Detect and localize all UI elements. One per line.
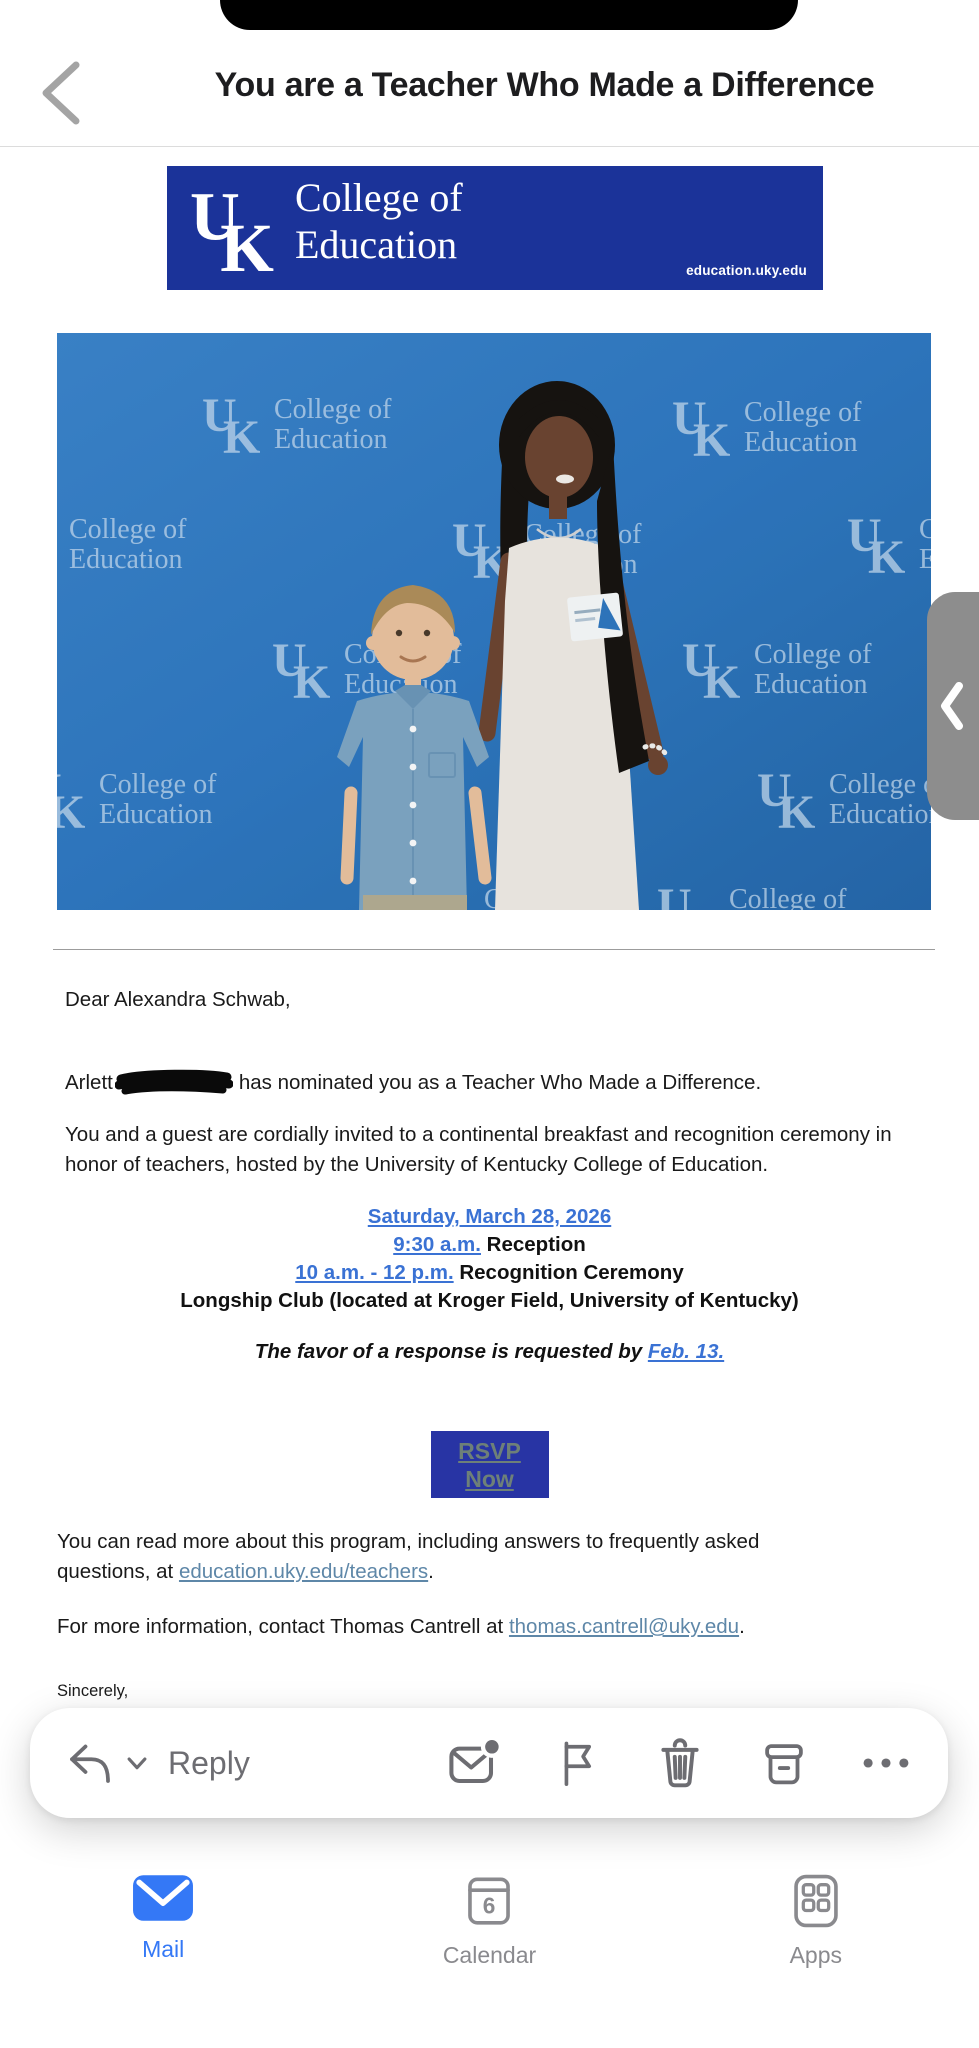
ellipsis-icon (860, 1752, 912, 1774)
rsvp-button-line1: RSVP (458, 1437, 521, 1464)
nomination-line (65, 1068, 761, 1098)
email-closing: Sincerely, (57, 1682, 129, 1700)
tab-calendar-label: Calendar (442, 1942, 537, 1968)
apps-tab-icon (787, 1872, 845, 1930)
archive-icon (757, 1736, 811, 1790)
side-drawer-handle[interactable] (927, 592, 979, 820)
app-tab-bar (0, 1872, 979, 1969)
calendar-day-number: 6 (483, 1892, 496, 1919)
email-hero-photo (57, 333, 931, 910)
mark-unread-button[interactable] (444, 1736, 502, 1790)
archive-button[interactable] (757, 1736, 811, 1790)
mail-tab-icon (132, 1872, 194, 1924)
event-date-link[interactable]: Saturday, March 28, 2026 (367, 1205, 612, 1228)
flag-button[interactable] (551, 1736, 603, 1790)
reception-time-link[interactable]: 9:30 a.m. (393, 1233, 481, 1256)
ceremony-label: Recognition Ceremony (459, 1261, 684, 1284)
contact-info-paragraph (57, 1612, 917, 1642)
program-info-text: You can read more about this program, including answers to frequently asked questions, at (57, 1530, 760, 1583)
email-subject-title: You are a Teacher Who Made a Difference (214, 66, 875, 104)
delete-button[interactable] (652, 1735, 708, 1791)
mail-action-toolbar (30, 1708, 948, 1818)
rsvp-button-line2: Now (465, 1465, 514, 1492)
event-details (0, 1203, 979, 1315)
tab-apps-label: Apps (789, 1942, 843, 1968)
reply-arrow-icon (66, 1739, 114, 1787)
contact-info-text: For more information, contact Thomas Cantrell at (57, 1615, 509, 1638)
chevron-left-icon (939, 680, 965, 732)
ceremony-time-link[interactable]: 10 a.m. - 12 p.m. (295, 1261, 454, 1284)
header-divider (0, 146, 979, 147)
tab-mail[interactable] (63, 1872, 263, 1969)
invitation-paragraph: You and a guest are cordially invited to a continental breakfast and recognition ceremony in honor of teachers, hosted by the University of Kentucky College of Education. (65, 1123, 892, 1176)
trash-icon (652, 1735, 708, 1791)
program-info-period: . (428, 1560, 434, 1583)
camera-housing (220, 0, 798, 30)
nominator-name: Arlett (65, 1071, 113, 1094)
uk-banner (167, 166, 823, 290)
back-chevron-icon[interactable] (38, 60, 84, 126)
banner-name-line2: Education (295, 222, 458, 267)
email-divider (53, 949, 935, 950)
rsvp-deadline-link[interactable]: Feb. 13. (647, 1340, 725, 1363)
envelope-unread-icon (444, 1736, 502, 1790)
event-location: Longship Club (located at Kroger Field, University of Kentucky) (180, 1289, 799, 1312)
reception-label: Reception (486, 1233, 586, 1256)
uk-interlock-logo-icon (189, 182, 283, 274)
reply-button[interactable] (66, 1739, 250, 1787)
banner-website: education.uky.edu (686, 263, 807, 278)
more-actions-button[interactable] (860, 1752, 912, 1774)
redaction-scribble (115, 1069, 233, 1095)
contact-info-period: . (739, 1615, 745, 1638)
rsvp-now-button[interactable] (431, 1431, 549, 1498)
reply-label: Reply (168, 1744, 250, 1781)
tab-apps[interactable] (716, 1872, 916, 1969)
event-ceremony-line (0, 1259, 979, 1287)
flag-icon (551, 1736, 603, 1790)
contact-email-link[interactable]: thomas.cantrell@uky.edu (508, 1615, 740, 1638)
event-reception-line (0, 1231, 979, 1259)
nomination-text: has nominated you as a Teacher Who Made a Difference. (238, 1071, 762, 1094)
program-info-paragraph (57, 1527, 857, 1587)
rsvp-deadline-text: The favor of a response is requested by (254, 1340, 648, 1363)
program-website-link[interactable]: education.uky.edu/teachers (178, 1560, 429, 1583)
tab-mail-label: Mail (142, 1936, 185, 1962)
tab-calendar[interactable] (389, 1872, 589, 1969)
banner-name-line1: College of (295, 175, 463, 220)
event-date-line (0, 1203, 979, 1231)
rsvp-deadline-line (0, 1340, 979, 1364)
calendar-tab-icon (460, 1872, 518, 1930)
chevron-down-icon (126, 1752, 148, 1774)
email-greeting: Dear Alexandra Schwab, (65, 988, 291, 1011)
banner-college-name (295, 174, 463, 268)
